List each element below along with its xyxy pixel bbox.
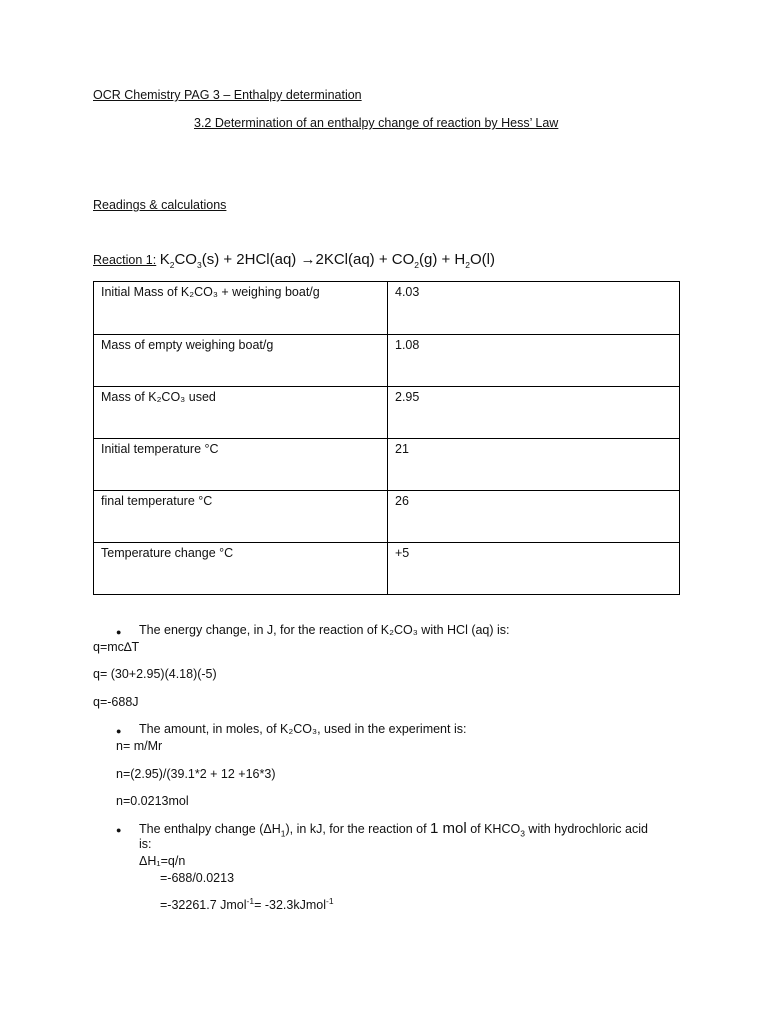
energy-formula: q=mc∆T: [93, 640, 140, 654]
table-row: [94, 439, 680, 491]
bullet-icon: ●: [116, 726, 122, 736]
document-subtitle: 3.2 Determination of an enthalpy change of reaction by Hess’ Law: [194, 116, 559, 130]
enthalpy-formula: ΔH₁=q/n: [139, 854, 186, 868]
reaction-label: Reaction 1:: [93, 253, 157, 267]
readings-table: [93, 281, 680, 595]
moles-result: n=0.0213mol: [116, 794, 189, 808]
energy-result: q=-688J: [93, 695, 139, 709]
table-cell-label: Temperature change °C: [94, 543, 388, 595]
reaction-formula: $K_2CO_3(s) + 2HCl(aq) \to 2KCl(aq) + CO_2(g) + H_2O(l)$: [159, 251, 495, 270]
bullet-icon: ●: [116, 825, 122, 835]
reaction-equation: [93, 251, 495, 268]
table-cell-value: 4.03: [388, 282, 680, 335]
table-row: [94, 335, 680, 387]
energy-substitution: q= (30+2.95)(4.18)(-5): [93, 667, 217, 681]
table-cell-value: 1.08: [388, 335, 680, 387]
table-row: [94, 543, 680, 595]
energy-bullet-text: The energy change, in J, for the reaction of K₂CO₃ with HCl (aq) is:: [139, 623, 510, 637]
document-title: OCR Chemistry PAG 3 – Enthalpy determination: [93, 88, 362, 102]
table-cell-label: Mass of K₂CO₃ used: [94, 387, 388, 439]
section-heading: Readings & calculations: [93, 198, 227, 212]
table-cell-label: Initial Mass of K₂CO₃ + weighing boat/g: [94, 282, 388, 335]
enthalpy-bullet-line2: is:: [139, 837, 152, 851]
table-cell-value: 2.95: [388, 387, 680, 439]
moles-substitution: n=(2.95)/(39.1*2 + 12 +16*3): [116, 767, 276, 781]
table-cell-label: final temperature °C: [94, 491, 388, 543]
bullet-icon: ●: [116, 627, 122, 637]
table-cell-value: +5: [388, 543, 680, 595]
table-row: [94, 282, 680, 335]
table-cell-value: 26: [388, 491, 680, 543]
enthalpy-bullet-text: The enthalpy change $(\Delta H_1)$, in kJ, for the reaction of 1 mol of $KHCO_3$ with hydrochloric acid: [139, 820, 648, 839]
table-cell-value: 21: [388, 439, 680, 491]
table-cell-label: Mass of empty weighing boat/g: [94, 335, 388, 387]
moles-formula: n= m/Mr: [116, 739, 163, 753]
enthalpy-substitution: =-688/0.0213: [160, 871, 235, 885]
table-cell-label: Initial temperature °C: [94, 439, 388, 491]
enthalpy-result: =-32261.7 Jmol$^{-1}$= -32.3kJmol$^{-1}$: [160, 895, 334, 912]
table-row: [94, 387, 680, 439]
moles-bullet-text: The amount, in moles, of K₂CO₃, used in the experiment is:: [139, 722, 467, 736]
table-row: [94, 491, 680, 543]
